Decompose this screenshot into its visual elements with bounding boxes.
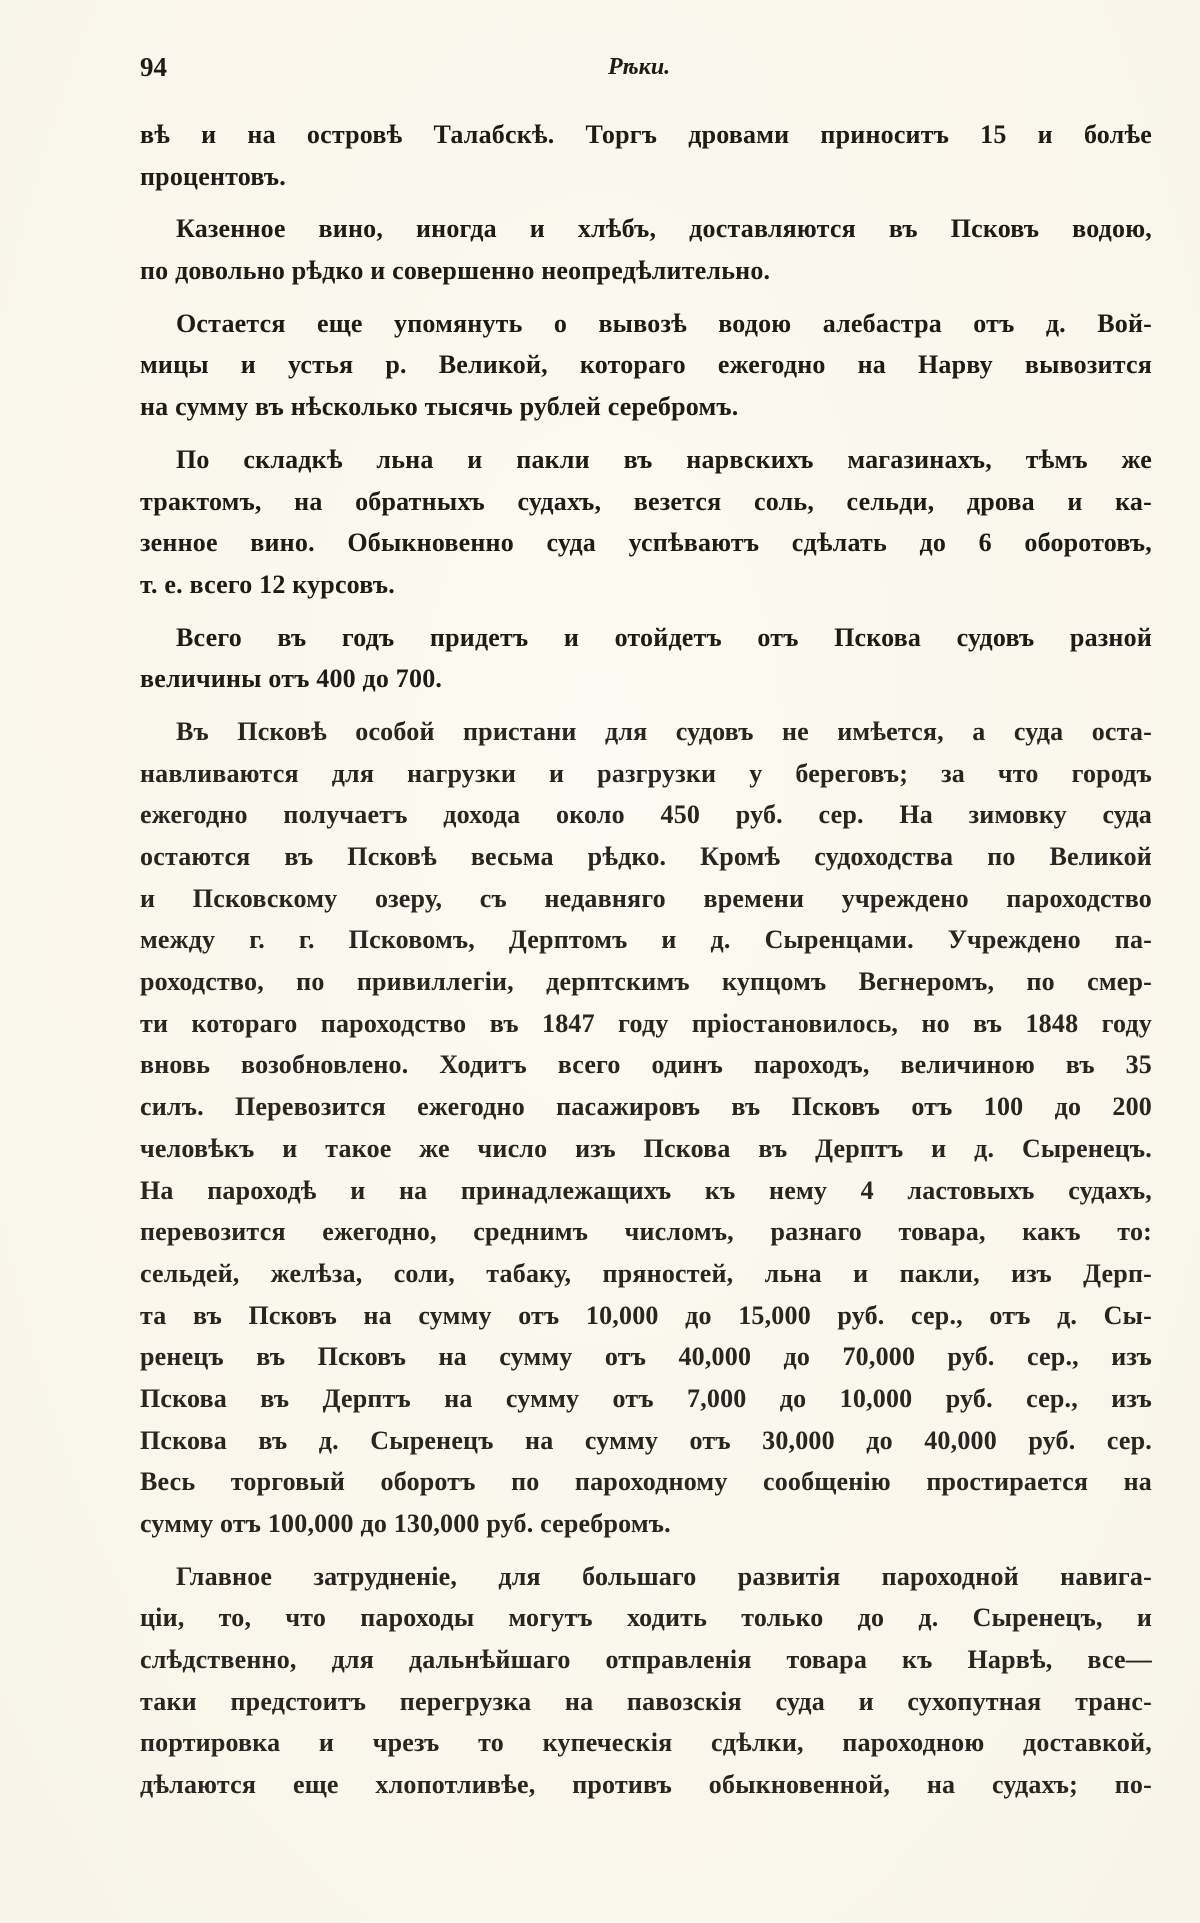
- text-line: сельдей, желѣза, соли, табаку, пряностей, льна и пакли, изъ Дерп-: [140, 1258, 1152, 1288]
- text-line: силъ. Перевозится ежегодно пасажировъ въ Псковъ отъ 100 до 200: [140, 1092, 1152, 1122]
- text-line: На пароходѣ и на принадлежащихъ къ нему 4 ластовыхъ судахъ,: [140, 1175, 1152, 1205]
- paragraph-7: [140, 1556, 1152, 1806]
- page-number: 94: [140, 52, 167, 82]
- text-line: таки предстоитъ перегрузка на павозскія суда и сухопутная транс-: [140, 1686, 1152, 1716]
- text-line: Остается еще упомянуть о вывозѣ водою алебастра отъ д. Вой-: [176, 308, 1152, 338]
- text-line: между г. г. Псковомъ, Дерптомъ и д. Сыренцами. Учреждено па-: [140, 925, 1152, 955]
- text-line: та въ Псковъ на сумму отъ 10,000 до 15,000 руб. сер., отъ д. Сы-: [140, 1300, 1152, 1330]
- text-line: вѣ и на островѣ Талабскѣ. Торгъ дровами приноситъ 15 и болѣе: [140, 120, 1152, 149]
- paragraph-5: [140, 617, 1152, 700]
- text-line: навливаются для нагрузки и разгрузки у береговъ; за что городъ: [140, 758, 1152, 788]
- text-line: По складкѣ льна и пакли въ нарвскихъ магазинахъ, тѣмъ же: [176, 444, 1152, 474]
- text-line: мицы и устья р. Великой, котораго ежегодно на Нарву вывозится: [140, 350, 1152, 380]
- page-header: [140, 52, 1150, 92]
- text-line: сумму отъ 100,000 до 130,000 руб. серебромъ.: [140, 1509, 671, 1538]
- text-line: зенное вино. Обыкновенно суда успѣваютъ сдѣлать до 6 оборотовъ,: [140, 528, 1152, 558]
- text-line: остаются въ Псковѣ весьма рѣдко. Кромѣ судоходства по Великой: [140, 842, 1152, 871]
- text-line: ренецъ въ Псковъ на сумму отъ 40,000 до 70,000 руб. сер., изъ: [140, 1342, 1152, 1372]
- text-line: трактомъ, на обратныхъ судахъ, везется соль, сельди, дрова и ка-: [140, 486, 1152, 516]
- text-line: Пскова въ д. Сыренецъ на сумму отъ 30,000 до 40,000 руб. сер.: [140, 1425, 1152, 1455]
- paragraph-2: [140, 208, 1152, 291]
- text-line: Весь торговый оборотъ по пароходному сообщенію простирается на: [140, 1467, 1152, 1497]
- text-line: слѣдственно, для дальнѣйшаго отправленія товара къ Нарвѣ, все—: [140, 1645, 1152, 1675]
- text-line: т. е. всего 12 курсовъ.: [140, 569, 395, 599]
- paragraph-4: [140, 439, 1152, 606]
- text-line: Казенное вино, иногда и хлѣбъ, доставляются въ Псковъ водою,: [176, 214, 1152, 244]
- text-line: человѣкъ и такое же число изъ Пскова въ Дерптъ и д. Сыренецъ.: [140, 1133, 1152, 1163]
- text-line: Главное затрудненіе, для большаго развитія пароходной навига-: [176, 1561, 1152, 1591]
- text-line: дѣлаются еще хлопотливѣе, противъ обыкновенной, на судахъ; по-: [140, 1770, 1152, 1800]
- text-line: Пскова въ Дерптъ на сумму отъ 7,000 до 10,000 руб. сер., изъ: [140, 1383, 1152, 1413]
- text-line: на сумму въ нѣсколько тысячь рублей серебромъ.: [140, 392, 739, 422]
- paragraph-3: [140, 303, 1152, 428]
- text-line: портировка и чрезъ то купеческія сдѣлки, пароходною доставкой,: [140, 1728, 1152, 1758]
- running-head: Рѣки.: [608, 54, 671, 80]
- text-line: вновь возобновлено. Ходитъ всего одинъ пароходъ, величиною въ 35: [140, 1050, 1152, 1080]
- body-text: [140, 114, 1152, 1817]
- text-line: Въ Псковѣ особой пристани для судовъ не имѣется, а суда оста-: [176, 716, 1152, 746]
- text-line: перевозится ежегодно, среднимъ числомъ, разнаго товара, какъ то:: [140, 1217, 1152, 1247]
- text-line: и Псковскому озеру, съ недавняго времени учреждено пароходство: [140, 883, 1152, 913]
- text-line: процентовъ.: [140, 161, 286, 191]
- text-line: роходство, по привиллегіи, дерптскимъ купцомъ Вегнеромъ, по смер-: [140, 967, 1152, 997]
- text-line: ціи, то, что пароходы могутъ ходить только до д. Сыренецъ, и: [140, 1603, 1152, 1633]
- text-line: ти котораго пароходство въ 1847 году пріостановилось, но въ 1848 году: [140, 1008, 1152, 1038]
- paragraph-1: [140, 114, 1152, 197]
- text-line: ежегодно получаетъ дохода около 450 руб. сер. На зимовку суда: [140, 800, 1152, 830]
- text-line: величины отъ 400 до 700.: [140, 664, 443, 694]
- text-line: Всего въ годъ придетъ и отойдетъ отъ Пскова судовъ разной: [176, 622, 1152, 652]
- text-line: по довольно рѣдко и совершенно неопредѣлительно.: [140, 256, 771, 286]
- paragraph-6: [140, 711, 1152, 1545]
